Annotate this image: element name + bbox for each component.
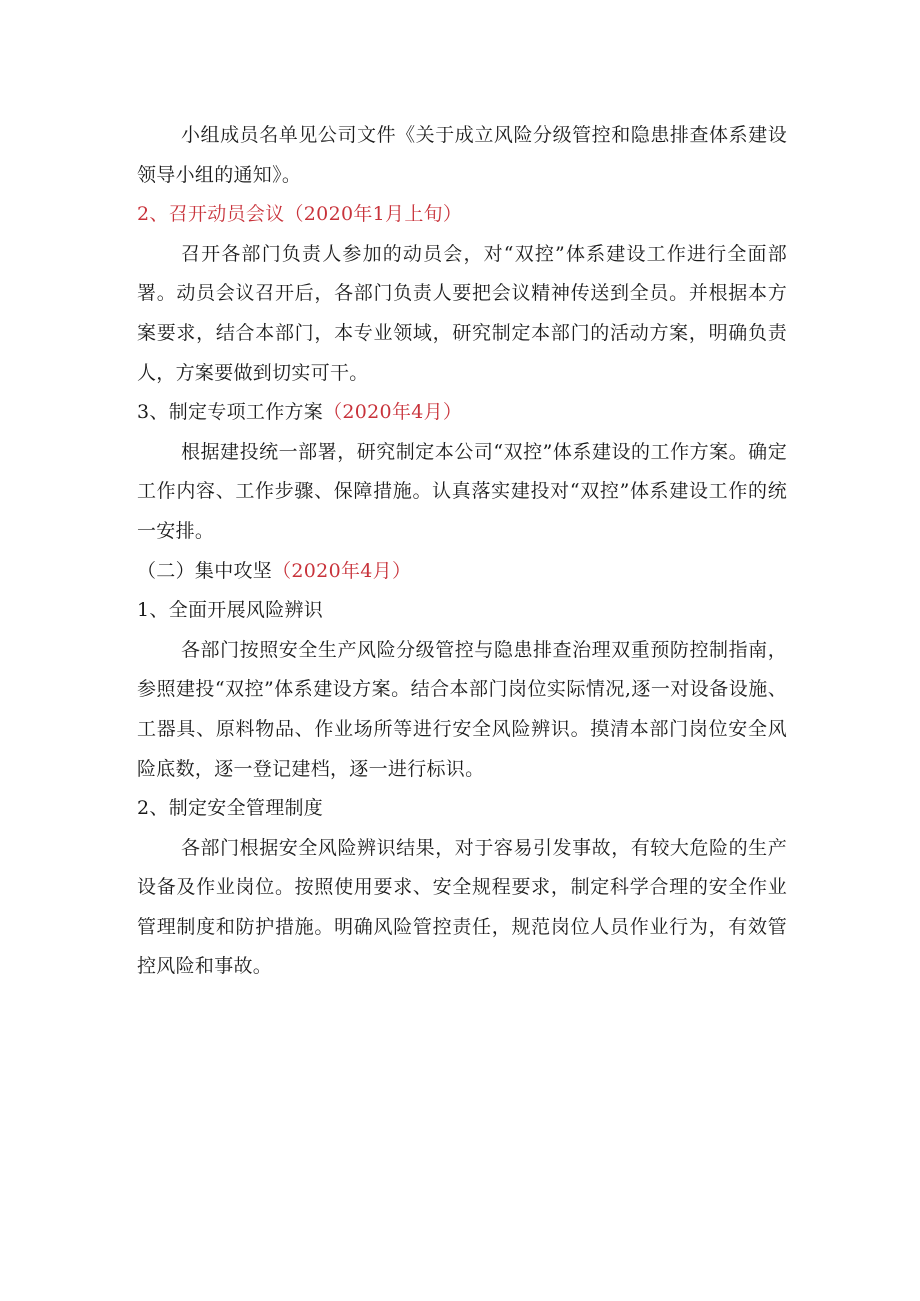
heading-work-plan-date: （2020年4月） <box>323 401 463 424</box>
heading-concentrated-effort-date: （2020年4月） <box>272 559 412 582</box>
heading-mobilization-meeting: 2、召开动员会议（2020年1月上旬） <box>137 203 463 226</box>
heading-concentrated-effort <box>137 552 787 592</box>
paragraph-team-members: 小组成员名单见公司文件《关于成立风险分级管控和隐患排查体系建设领导小组的通知》。 <box>137 124 787 186</box>
heading-risk-identification: 1、全面开展风险辨识 <box>137 599 324 622</box>
heading-work-plan-text: 3、制定专项工作方案 <box>137 401 324 424</box>
heading-concentrated-effort-text: （二）集中攻坚 <box>137 559 273 582</box>
heading-work-plan <box>137 393 787 433</box>
paragraph-mobilization-meeting: 召开各部门负责人参加的动员会，对“双控”体系建设工作进行全面部署。动员会议召开后，各部门负责人要把会议精神传送到全员。并根据本方案要求，结合本部门，本专业领域，研究制定本部门的活动方案，明确负责人，方案要做到切实可干。 <box>137 242 787 384</box>
paragraph-risk-identification: 各部门按照安全生产风险分级管控与隐患排查治理双重预防控制指南，参照建投“双控”体系建设方案。结合本部门岗位实际情况,逐一对设备设施、工器具、原料物品、作业场所等进行安全风险辨识。摸清本部门岗位安全风险底数，逐一登记建档，逐一进行标识。 <box>137 638 787 780</box>
paragraph-work-plan: 根据建投统一部署，研究制定本公司“双控”体系建设的工作方案。确定工作内容、工作步骤、保障措施。认真落实建投对“双控”体系建设工作的统一安排。 <box>137 440 787 542</box>
document-body <box>137 116 787 987</box>
heading-safety-management: 2、制定安全管理制度 <box>137 797 324 820</box>
paragraph-safety-management: 各部门根据安全风险辨识结果，对于容易引发事故，有较大危险的生产设备及作业岗位。按照使用要求、安全规程要求，制定科学合理的安全作业管理制度和防护措施。明确风险管控责任，规范岗位人员作业行为，有效管控风险和事故。 <box>137 836 787 978</box>
